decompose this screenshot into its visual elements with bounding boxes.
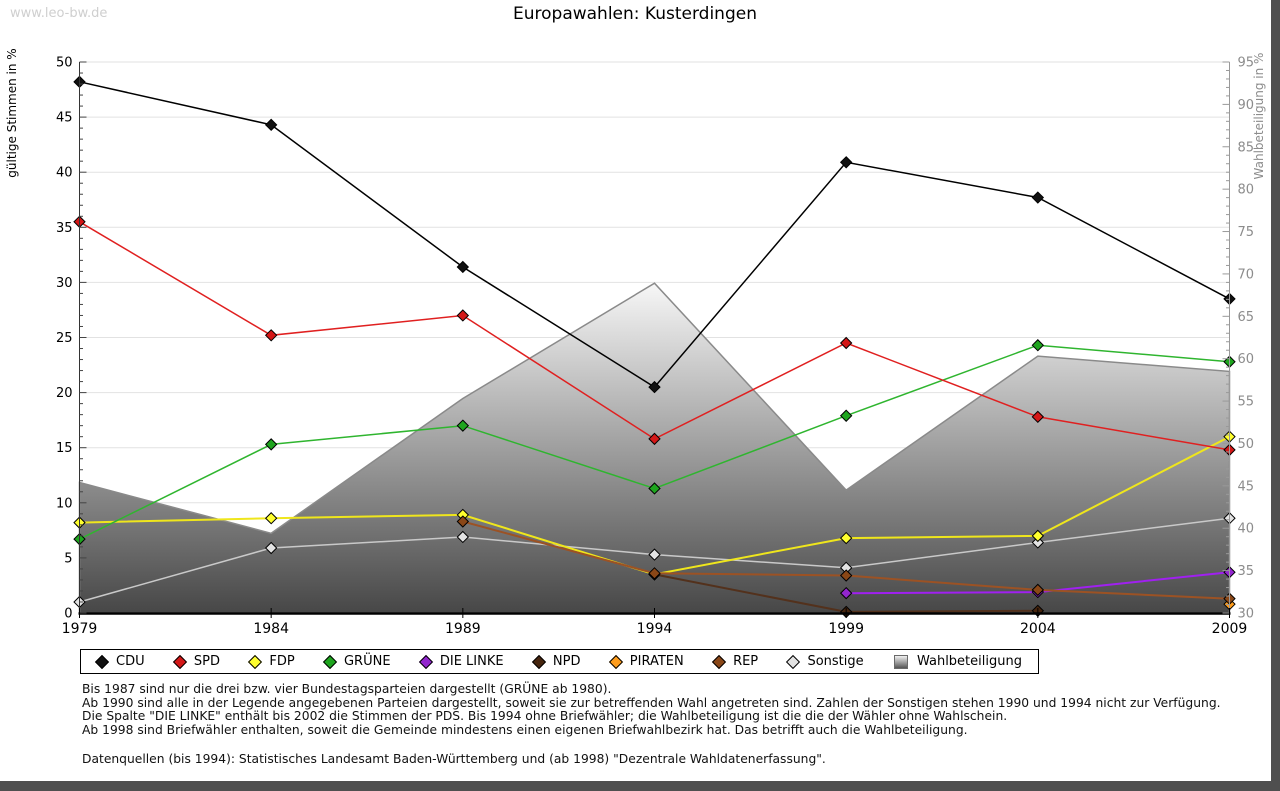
legend-label: FDP	[269, 654, 295, 669]
legend-label: Wahlbeteiligung	[916, 654, 1022, 669]
footnote-line: Ab 1998 sind Briefwähler enthalten, soweit die Gemeinde mindestens einen eigenen Briefwahlbezirk hat. Das betrifft auch die Wahlbeteiligung.	[82, 722, 968, 737]
series-marker-icon	[609, 654, 623, 668]
svg-text:1994: 1994	[636, 621, 673, 637]
svg-text:50: 50	[55, 55, 73, 71]
series-marker-icon	[173, 654, 187, 668]
svg-text:45: 45	[55, 110, 73, 126]
svg-text:1984: 1984	[253, 621, 289, 637]
legend-label: SPD	[193, 654, 221, 669]
series-marker-icon	[323, 654, 337, 668]
footnote-line: Ab 1990 sind alle in der Legende angegebenen Parteien dargestellt, soweit sie zur betreffenden Wahl angetreten sind. Zahlen der Sonstigen stehen 1990 und 1994 nicht zur Verfügung.	[82, 695, 1221, 710]
svg-text:1989: 1989	[445, 621, 481, 637]
series-marker-icon	[532, 654, 546, 668]
page-title: Europawahlen: Kusterdingen	[513, 4, 757, 24]
svg-text:1999: 1999	[828, 621, 864, 637]
svg-text:25: 25	[55, 331, 73, 346]
svg-text:70: 70	[1237, 267, 1255, 283]
svg-text:2004: 2004	[1020, 621, 1056, 637]
legend-label: CDU	[116, 654, 145, 669]
left-axis-title: gültige Stimmen in %	[5, 48, 19, 178]
svg-text:40: 40	[55, 165, 73, 181]
svg-text:75: 75	[1237, 225, 1255, 241]
svg-text:35: 35	[55, 220, 73, 236]
series-marker-icon	[712, 654, 726, 668]
legend-item-die-linke	[421, 654, 504, 669]
legend-item-cdu	[97, 654, 145, 669]
svg-text:10: 10	[55, 496, 73, 512]
legend-label: DIE LINKE	[439, 654, 504, 669]
footnote-line: Die Spalte "DIE LINKE" enthält bis 2002 die Stimmen der PDS. Bis 1994 ohne Briefwähler; die Wahlbeteiligung ist die die der Wähler ohne Wahlschein.	[82, 709, 1008, 724]
series-marker-icon	[419, 654, 433, 668]
svg-text:45: 45	[1237, 479, 1255, 495]
series-marker-icon	[786, 654, 800, 668]
legend-label: Sonstige	[807, 654, 864, 669]
svg-text:40: 40	[1237, 521, 1255, 537]
svg-text:95: 95	[1237, 55, 1255, 71]
legend-label: NPD	[552, 654, 581, 669]
watermark: www.leo-bw.de	[10, 6, 108, 21]
svg-text:85: 85	[1237, 140, 1255, 156]
svg-text:65: 65	[1237, 309, 1255, 325]
legend-item-wahlbeteiligung	[894, 654, 1022, 669]
legend-label: GRÜNE	[343, 654, 391, 669]
legend-item-piraten	[611, 654, 684, 669]
svg-text:35: 35	[1237, 564, 1255, 580]
svg-text:55: 55	[1237, 394, 1255, 410]
legend-item-sonstige	[788, 654, 863, 669]
footnotes	[82, 683, 1221, 737]
svg-text:30: 30	[55, 275, 73, 291]
series-marker-icon	[95, 654, 109, 668]
turnout-swatch-icon	[894, 655, 908, 669]
footnote-line: Bis 1987 sind nur die drei bzw. vier Bundestagsparteien dargestellt (GRÜNE ab 1980).	[82, 682, 612, 696]
svg-text:2009: 2009	[1211, 621, 1248, 637]
legend-label: REP	[733, 654, 759, 669]
legend-item-grüne	[325, 654, 391, 669]
series-marker-icon	[248, 654, 262, 668]
svg-text:60: 60	[1237, 352, 1255, 368]
legend-item-npd	[534, 654, 581, 669]
window-edge-bottom	[0, 781, 1280, 791]
svg-text:90: 90	[1237, 97, 1255, 113]
svg-text:20: 20	[55, 386, 73, 402]
svg-text:50: 50	[1237, 436, 1255, 452]
svg-text:1979: 1979	[61, 621, 98, 637]
source-line: Datenquellen (bis 1994): Statistisches Landesamt Baden-Württemberg und (ab 1998) "Dezentrale Wahldatenerfassung".	[82, 752, 826, 766]
legend-label: PIRATEN	[629, 654, 684, 669]
svg-text:30: 30	[1237, 606, 1255, 622]
legend-item-spd	[175, 654, 220, 669]
svg-text:0: 0	[64, 606, 73, 622]
legend-item-rep	[714, 654, 758, 669]
window-edge-right	[1271, 0, 1280, 791]
svg-text:80: 80	[1237, 182, 1255, 198]
chart-legend	[80, 649, 1039, 674]
legend-item-fdp	[250, 654, 294, 669]
svg-text:5: 5	[64, 551, 73, 567]
right-axis-title: Wahlbeteiligung in %	[1252, 52, 1266, 180]
svg-text:15: 15	[55, 441, 73, 457]
